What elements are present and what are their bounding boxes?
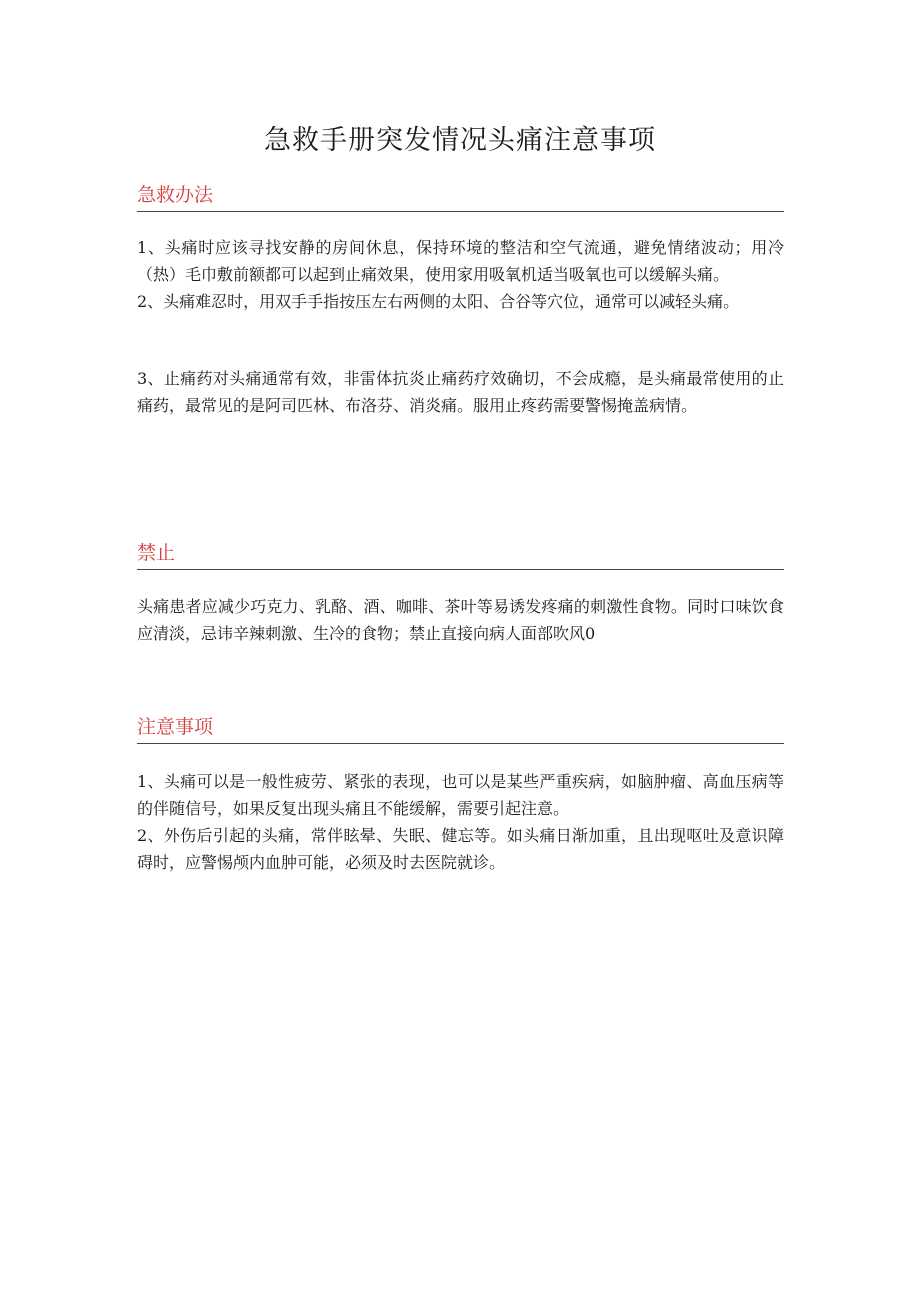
section-precautions — [137, 714, 784, 876]
page-title: 急救手册突发情况头痛注意事项 — [264, 125, 656, 156]
section-prohibited — [137, 540, 784, 647]
first-aid-item-2: 2、头痛难忍时，用双手手指按压左右两侧的太阳、合谷等穴位，通常可以减轻头痛。 — [137, 292, 740, 311]
first-aid-item-1: 1、头痛时应该寻找安静的房间休息，保持环境的整洁和空气流通，避免情绪波动；用冷（热）毛巾敷前额都可以起到止痛效果，使用家用吸氧机适当吸氧也可以缓解头痛。 — [137, 238, 784, 284]
section-heading-first-aid: 急救办法 — [137, 182, 784, 212]
precaution-item-1: 1、头痛可以是一般性疲劳、紧张的表现，也可以是某些严重疾病，如脑肿瘤、高血压病等的伴随信号，如果反复出现头痛且不能缓解，需要引起注意。 — [137, 772, 784, 818]
section-heading-precautions: 注意事项 — [137, 714, 784, 744]
section-first-aid — [137, 182, 784, 419]
precaution-item-2: 2、外伤后引起的头痛，常伴眩晕、失眠、健忘等。如头痛日渐加重，且出现呕吐及意识障碍时，应警惕颅内血肿可能，必须及时去医院就诊。 — [137, 826, 784, 872]
prohibited-text: 头痛患者应减少巧克力、乳酪、酒、咖啡、茶叶等易诱发疼痛的刺激性食物。同时口味饮食应清淡，忌讳辛辣刺激、生冷的食物；禁止直接向病人面部吹风0 — [137, 597, 784, 643]
first-aid-item-3: 3、止痛药对头痛通常有效，非雷体抗炎止痛药疗效确切，不会成瘾，是头痛最常使用的止痛药，最常见的是阿司匹林、布洛芬、消炎痛。服用止疼药需要警惕掩盖病情。 — [137, 369, 784, 415]
section-heading-prohibited: 禁止 — [137, 540, 784, 570]
